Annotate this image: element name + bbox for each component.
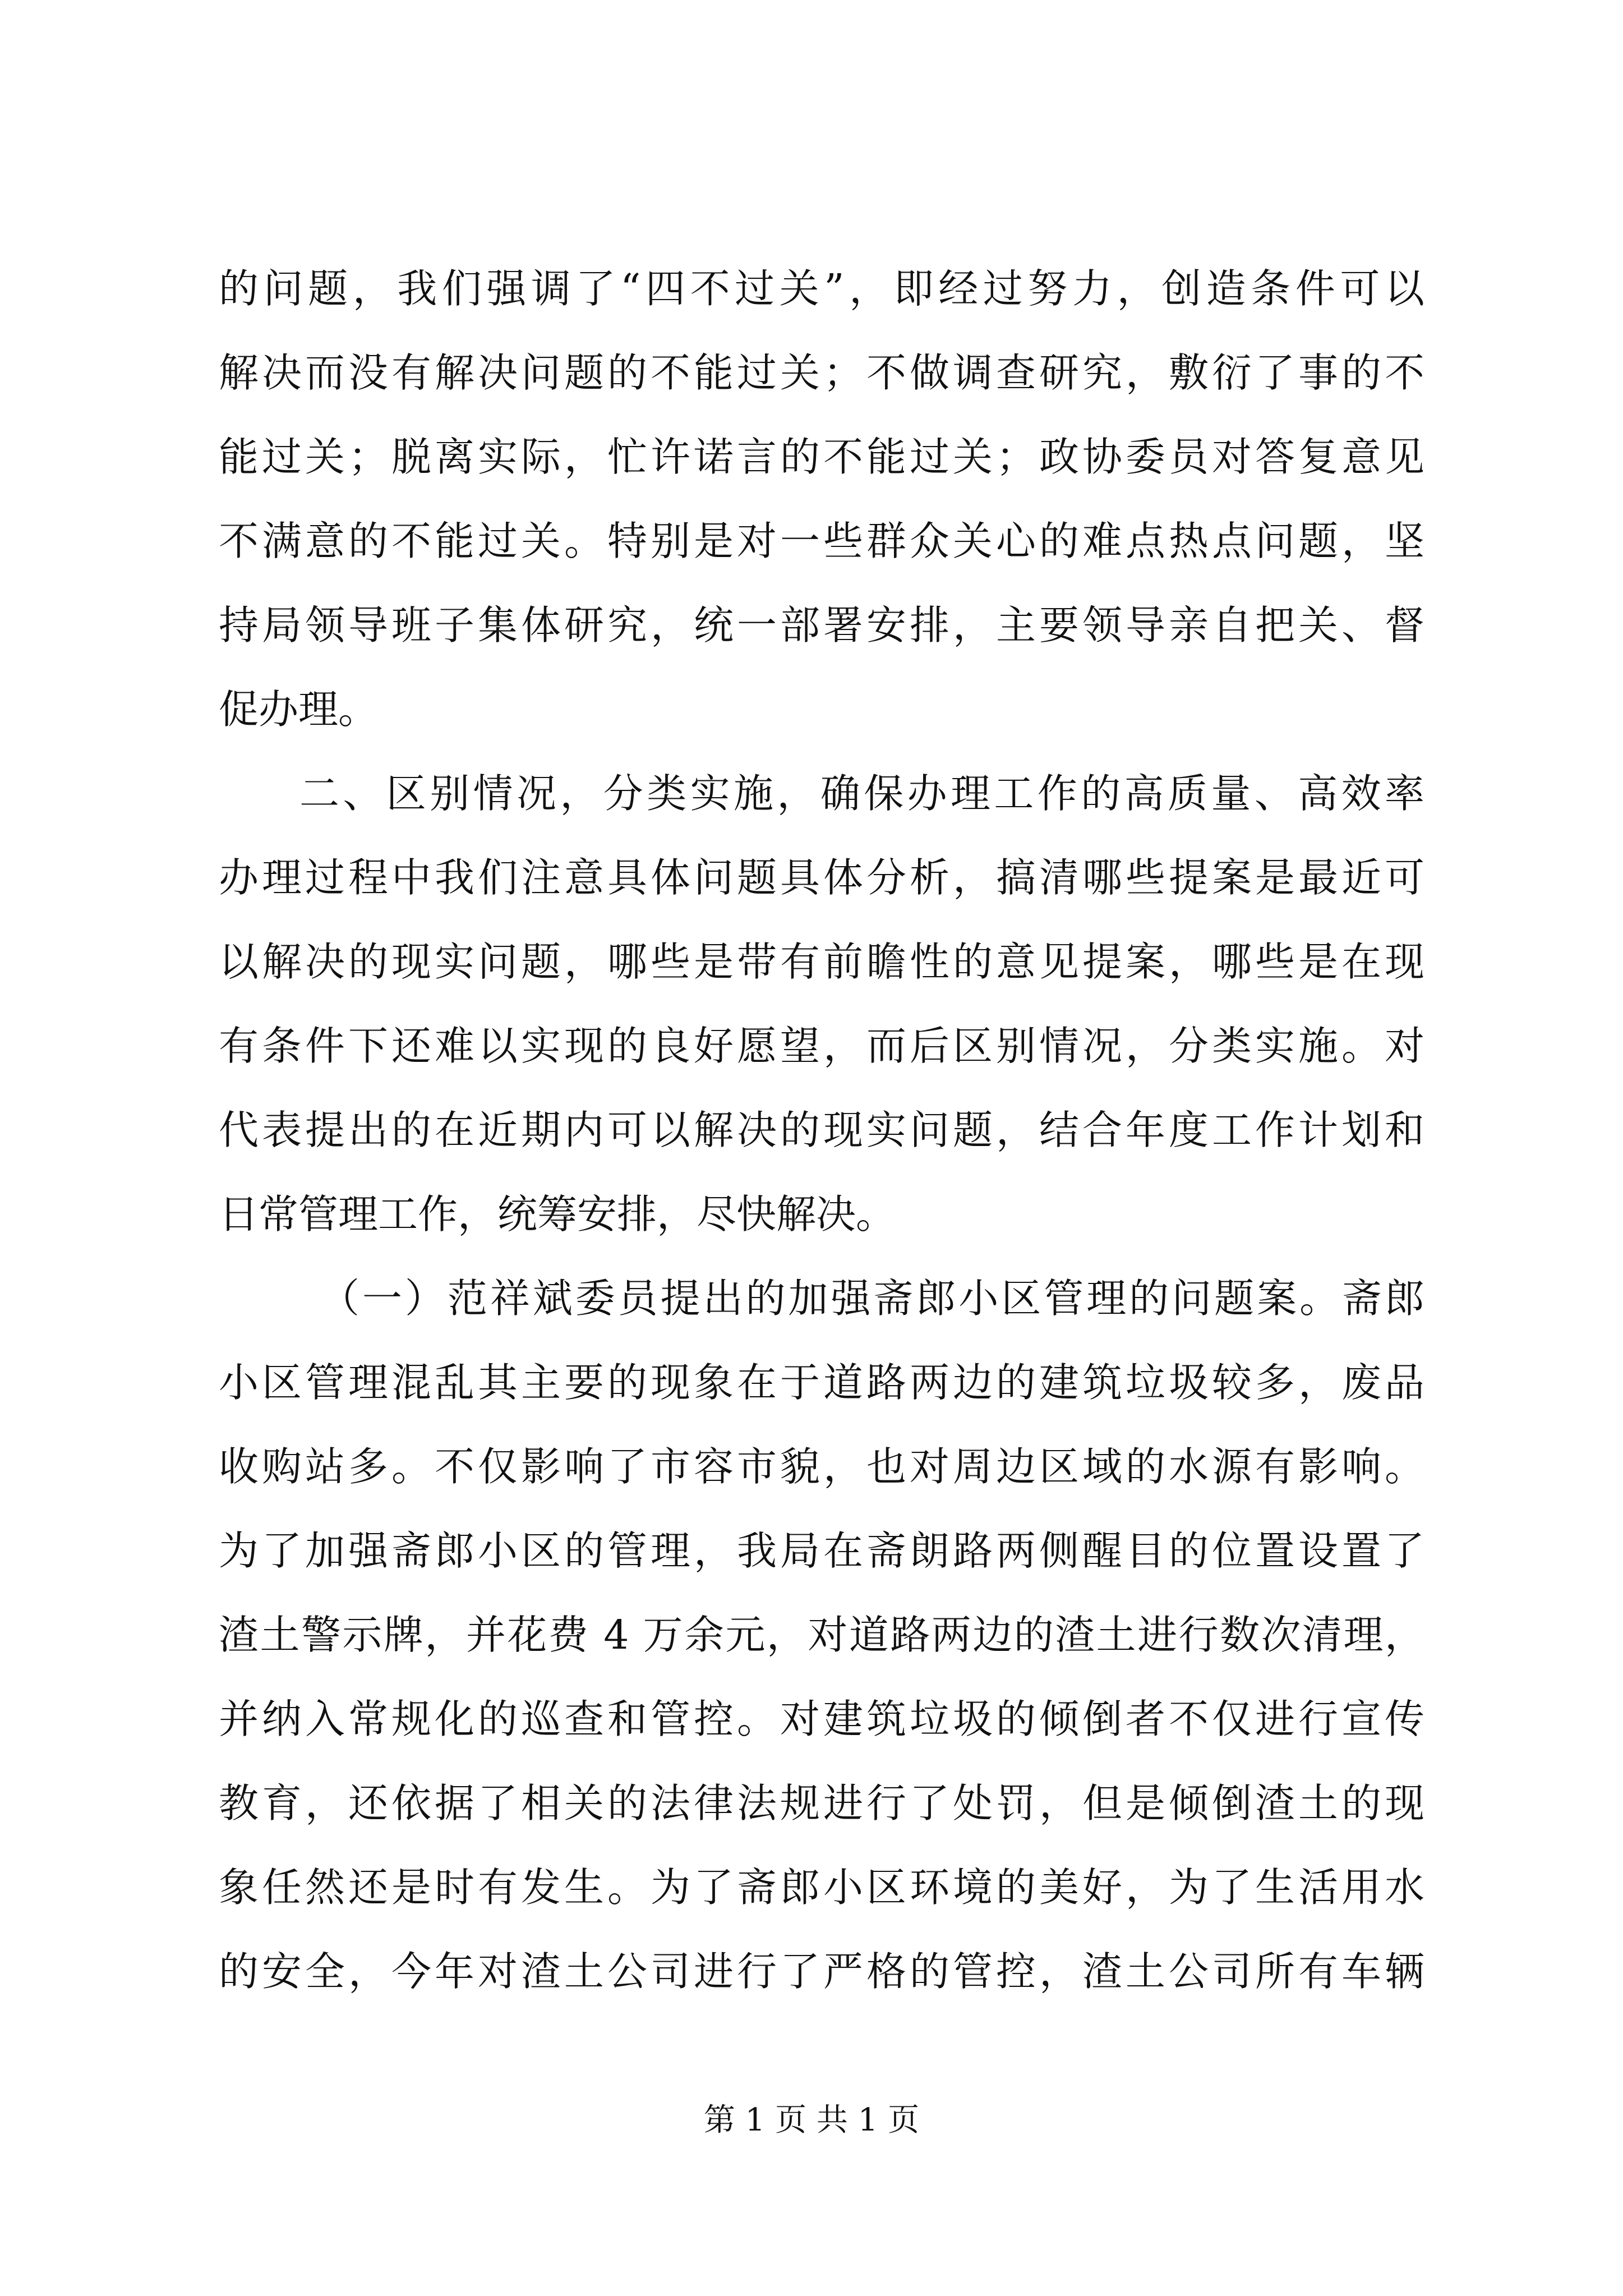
text-line: 解决而没有解决问题的不能过关；不做调查研究，敷衍了事的不 [219, 349, 1424, 396]
text-line: 促办理。 [219, 686, 379, 733]
text-line: 日常管理工作，统筹安排，尽快解决。 [219, 1191, 896, 1237]
text-line: 并纳入常规化的巡查和管控。对建筑垃圾的倾倒者不仅进行宣传 [219, 1696, 1424, 1742]
text-line: 的问题，我们强调了“四不过关”，即经过努力，创造条件可以 [219, 265, 1424, 312]
text-line: 以解决的现实问题，哪些是带有前瞻性的意见提案，哪些是在现 [219, 938, 1424, 985]
text-line: 渣土警示牌，并花费 4 万余元，对道路两边的渣土进行数次清理， [219, 1612, 1424, 1658]
page-footer: 第 1 页 共 1 页 [703, 2102, 920, 2138]
document-body [219, 247, 1424, 2014]
text-line: 不满意的不能过关。特别是对一些群众关心的难点热点问题，坚 [219, 518, 1424, 564]
text-line: 办理过程中我们注意具体问题具体分析，搞清哪些提案是最近可 [219, 854, 1424, 901]
text-line: 二、区别情况，分类实施，确保办理工作的高质量、高效率 [299, 770, 1424, 817]
text-line: 象任然还是时有发生。为了斋郎小区环境的美好，为了生活用水 [219, 1864, 1424, 1911]
text-line: 的安全，今年对渣土公司进行了严格的管控，渣土公司所有车辆 [219, 1948, 1424, 1995]
text-line: 能过关；脱离实际，忙许诺言的不能过关；政协委员对答复意见 [219, 434, 1424, 480]
text-line: （一）范祥斌委员提出的加强斋郎小区管理的问题案。斋郎 [320, 1275, 1424, 1322]
text-line: 有条件下还难以实现的良好愿望，而后区别情况，分类实施。对 [219, 1023, 1424, 1069]
text-line: 收购站多。不仅影响了市容市貌，也对周边区域的水源有影响。 [219, 1443, 1424, 1490]
text-line: 代表提出的在近期内可以解决的现实问题，结合年度工作计划和 [219, 1107, 1424, 1153]
text-line: 教育，还依据了相关的法律法规进行了处罚，但是倾倒渣土的现 [219, 1780, 1424, 1826]
text-line: 为了加强斋郎小区的管理，我局在斋朗路两侧醒目的位置设置了 [219, 1527, 1424, 1574]
text-line: 持局领导班子集体研究，统一部署安排，主要领导亲自把关、督 [219, 602, 1424, 648]
text-line: 小区管理混乱其主要的现象在于道路两边的建筑垃圾较多，废品 [219, 1359, 1424, 1406]
